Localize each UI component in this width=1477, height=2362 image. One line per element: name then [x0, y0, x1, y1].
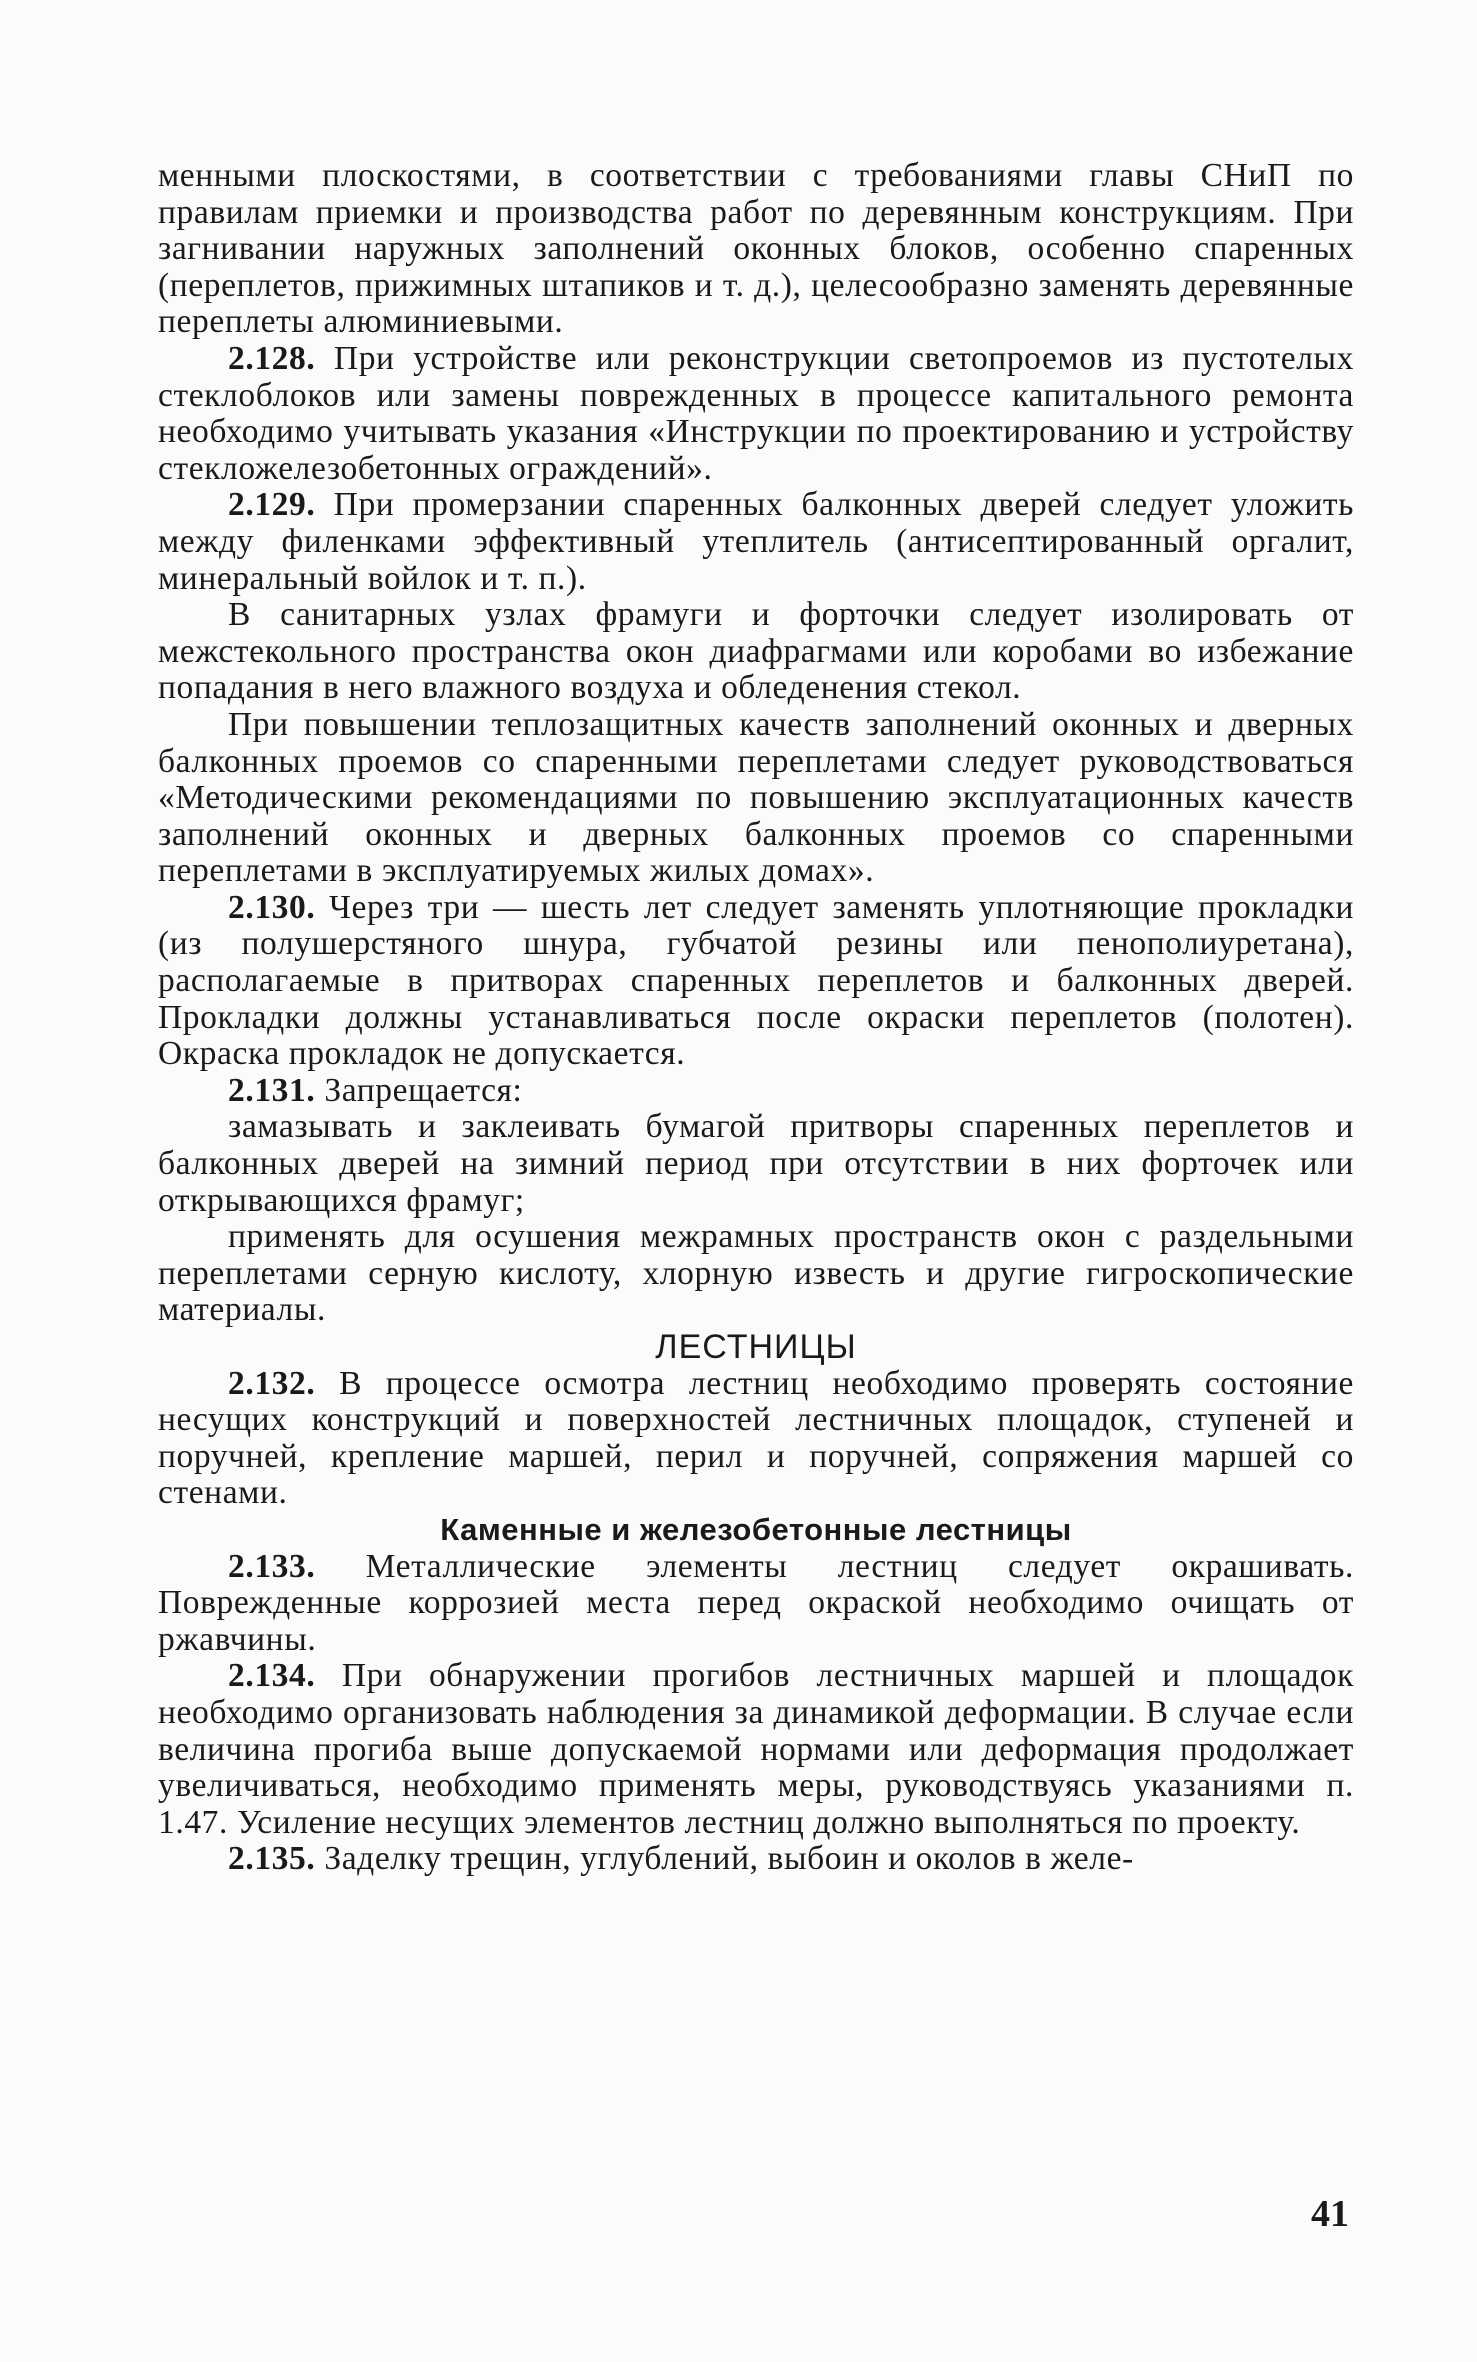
clause-number: 2.134.	[228, 1657, 316, 1695]
page-body	[158, 158, 1354, 1878]
paragraph-text: Запрещается:	[315, 1071, 523, 1109]
clause-number: 2.129.	[228, 486, 316, 524]
clause-number: 2.132.	[228, 1364, 316, 1402]
section-windows-text	[158, 158, 1354, 1329]
paragraph	[158, 1073, 1354, 1110]
paragraph	[158, 341, 1354, 487]
paragraph-text: менными плоскостями, в соответствии с требованиями главы СНиП по правилам приемки и производства работ по деревянным конструкциям. При загнивании наружных заполнений оконных блоков, особенно спаренных (переплетов, прижимных штапиков и т. д.), целесообразно заменять деревянные переплеты алюминиевыми.	[158, 157, 1354, 341]
paragraph-text: Через три — шесть лет следует заменять уплотняющие прокладки (из полушерстяного шнура, губчатой резины или пенополиуретана), располагаемые в притворах спаренных переплетов и балконных дверей. Прокладки должны устанавливаться после окраски переплетов (полотен). Окраска прокладок не допускается.	[158, 888, 1354, 1073]
paragraph-text: Заделку трещин, углублений, выбоин и околов в желе-	[315, 1840, 1134, 1878]
subsection-title-stone-concrete-stairs: Каменные и железобетонные лестницы	[440, 1511, 1072, 1547]
paragraph-text: При устройстве или реконструкции светопроемов из пустотелых стеклоблоков или замены поврежденных в процессе капитального ремонта необходимо учитывать указания «Инструкции по проектированию и устройству стекложелезобетонных ограждений».	[158, 339, 1354, 487]
paragraph-text: замазывать и заклеивать бумагой притворы спаренных переплетов и балконных дверей на зимний период при отсутствии в них форточек или открывающихся фрамуг;	[158, 1108, 1354, 1219]
section-title-stairs: ЛЕСТНИЦЫ	[655, 1328, 857, 1366]
section-stone-concrete-text	[158, 1549, 1354, 1878]
paragraph	[158, 1109, 1354, 1219]
paragraph-text: При промерзании спаренных балконных дверей следует уложить между филенками эффективный утеплитель (антисептированный оргалит, минеральный войлок и т. п.).	[158, 486, 1354, 597]
paragraph-text: применять для осушения межрамных пространств окон с раздельными переплетами серную кислоту, хлорную известь и другие гигроскопические материалы.	[158, 1218, 1354, 1329]
paragraph	[158, 487, 1354, 597]
clause-number: 2.133.	[228, 1547, 316, 1585]
paragraph-text: При повышении теплозащитных качеств заполнений оконных и дверных балконных проемов со спаренными переплетами следует руководствоваться «Методическими рекомендациями по повышению эксплуатационных качеств заполнений оконных и дверных балконных проемов со спаренными переплетами в эксплуатируемых жилых домах».	[158, 705, 1354, 890]
paragraph	[158, 158, 1354, 341]
paragraph-text: При обнаружении прогибов лестничных маршей и площадок необходимо организовать наблюдения за динамикой деформации. В случае если величина прогиба выше допускаемой нормами или деформация продолжает увеличиваться, необходимо применять меры, руководствуясь указаниями п. 1.47. Усиление несущих элементов лестниц должно выполняться по проекту.	[158, 1657, 1354, 1841]
clause-number: 2.130.	[228, 888, 316, 926]
paragraph-text: Металлические элементы лестниц следует окрашивать. Поврежденные коррозией места перед окраской необходимо очищать от ржавчины.	[158, 1547, 1354, 1658]
paragraph	[158, 1219, 1354, 1329]
paragraph	[158, 890, 1354, 1073]
paragraph-text: В санитарных узлах фрамуги и форточки следует изолировать от межстекольного пространства окон диафрагмами или коробами во избежание попадания в него влажного воздуха и обледенения стекол.	[158, 596, 1354, 707]
paragraph	[158, 1366, 1354, 1512]
clause-number: 2.131.	[228, 1071, 316, 1109]
paragraph	[158, 1549, 1354, 1659]
clause-number: 2.135.	[228, 1840, 316, 1878]
paragraph	[158, 707, 1354, 890]
paragraph	[158, 597, 1354, 707]
paragraph-text: В процессе осмотра лестниц необходимо проверять состояние несущих конструкций и поверхностей лестничных площадок, ступеней и поручней, крепление маршей, перил и поручней, сопряжения маршей со стенами.	[158, 1364, 1354, 1512]
paragraph	[158, 1841, 1354, 1878]
page-number: 41	[1311, 2193, 1349, 2235]
clause-number: 2.128.	[228, 339, 316, 377]
paragraph	[158, 1658, 1354, 1841]
section-stairs-intro	[158, 1366, 1354, 1512]
